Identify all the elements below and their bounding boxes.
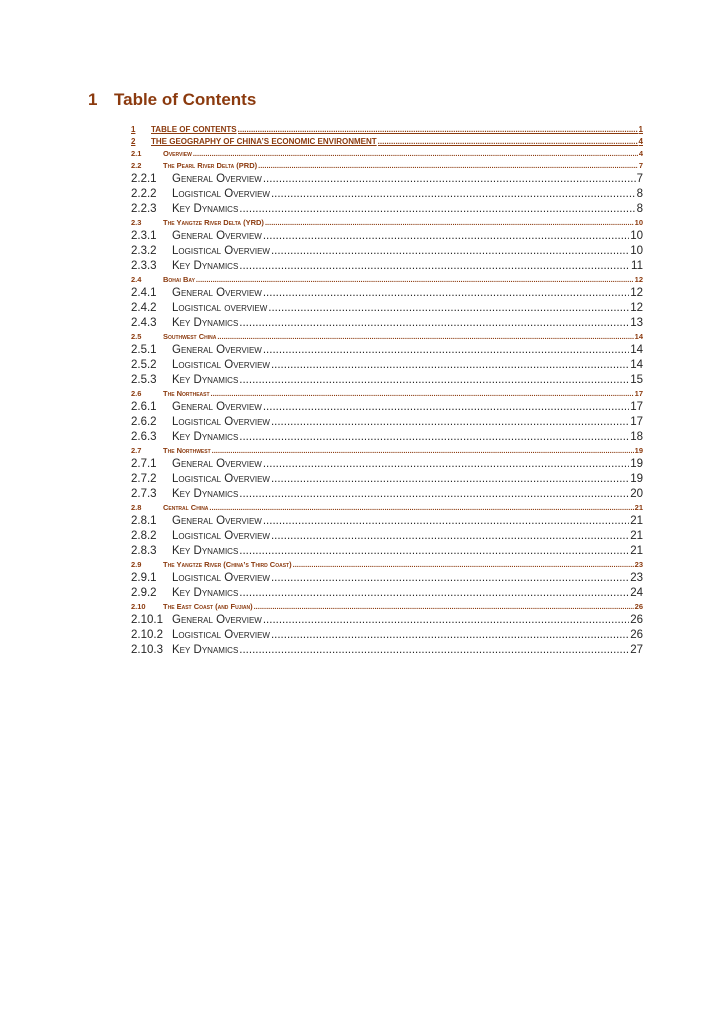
toc-entry-number: 2.5	[131, 332, 142, 341]
toc-entry-page: 13	[630, 317, 643, 329]
toc-entry-number: 2.8.1	[131, 515, 157, 527]
toc-entry[interactable]	[131, 602, 643, 614]
toc-dot-leader	[263, 614, 629, 626]
toc-entry-number: 2.5.2	[131, 359, 157, 371]
toc-entry-page: 26	[630, 614, 643, 626]
toc-entry-number: 1	[131, 125, 136, 134]
toc-entry[interactable]	[131, 515, 643, 530]
toc-entry-number: 2.2	[131, 161, 142, 170]
toc-entry-page: 8	[636, 188, 643, 200]
toc-entry-number: 2.10	[131, 602, 146, 611]
toc-entry-title: General Overview	[172, 230, 262, 242]
toc-entry[interactable]	[131, 503, 643, 515]
toc-entry-page: 10	[634, 218, 643, 227]
toc-list	[131, 125, 643, 659]
toc-entry-number: 2.9	[131, 560, 142, 569]
toc-entry-page: 20	[630, 488, 643, 500]
toc-entry-number: 2.6	[131, 389, 142, 398]
toc-dot-leader	[258, 161, 638, 170]
toc-entry-page: 8	[636, 203, 643, 215]
toc-dot-leader	[239, 374, 629, 386]
toc-dot-leader	[263, 515, 629, 527]
toc-entry-page: 23	[634, 560, 643, 569]
toc-entry-number: 2.10.2	[131, 629, 163, 641]
toc-entry-number: 2.4	[131, 275, 142, 284]
toc-entry[interactable]	[131, 614, 643, 629]
toc-dot-leader	[239, 644, 629, 656]
toc-entry-title: THE GEOGRAPHY OF CHINA’S ECONOMIC ENVIRONMENT	[151, 137, 377, 146]
toc-entry[interactable]	[131, 458, 643, 473]
toc-entry-number: 2.4.1	[131, 287, 157, 299]
toc-entry-number: 2.9.1	[131, 572, 157, 584]
toc-entry[interactable]	[131, 416, 643, 431]
toc-entry[interactable]	[131, 230, 643, 245]
toc-dot-leader	[239, 260, 630, 272]
toc-entry-title: Logistical Overview	[172, 359, 270, 371]
toc-entry-title: Logistical Overview	[172, 530, 270, 542]
toc-dot-leader	[239, 317, 629, 329]
toc-entry[interactable]	[131, 173, 643, 188]
toc-entry-number: 2	[131, 137, 136, 146]
toc-entry-title: The East Coast (and Fujian)	[163, 602, 253, 611]
toc-dot-leader	[239, 431, 629, 443]
toc-dot-leader	[263, 287, 629, 299]
toc-entry-number: 2.8.3	[131, 545, 157, 557]
toc-heading	[88, 90, 256, 110]
toc-entry-number: 2.2.3	[131, 203, 157, 215]
toc-entry-page: 14	[630, 344, 643, 356]
toc-dot-leader	[196, 275, 634, 284]
toc-entry-number: 2.7.3	[131, 488, 157, 500]
toc-dot-leader	[193, 149, 638, 158]
toc-entry-page: 15	[630, 374, 643, 386]
toc-entry-page: 26	[634, 602, 643, 611]
toc-entry-number: 2.6.2	[131, 416, 157, 428]
toc-dot-leader	[268, 302, 629, 314]
toc-entry-title: General Overview	[172, 401, 262, 413]
toc-entry-number: 2.7.2	[131, 473, 157, 485]
toc-entry-page: 10	[630, 245, 643, 257]
toc-entry-page: 7	[638, 161, 643, 170]
toc-entry-number: 2.3.3	[131, 260, 157, 272]
toc-entry-page: 4	[638, 149, 643, 158]
toc-entry-title: General Overview	[172, 287, 262, 299]
toc-entry[interactable]	[131, 218, 643, 230]
toc-entry-title: Logistical Overview	[172, 245, 270, 257]
toc-entry-title: Southwest China	[163, 332, 217, 341]
toc-dot-leader	[254, 602, 634, 611]
toc-dot-leader	[271, 629, 629, 641]
toc-entry-page: 17	[634, 389, 643, 398]
toc-entry[interactable]	[131, 260, 643, 275]
toc-entry-title: Logistical Overview	[172, 188, 270, 200]
toc-entry[interactable]	[131, 203, 643, 218]
toc-entry-title: The Northwest	[163, 446, 211, 455]
toc-entry-number: 2.3.1	[131, 230, 157, 242]
toc-entry[interactable]	[131, 125, 643, 137]
toc-dot-leader	[293, 560, 634, 569]
toc-entry-title: Key Dynamics	[172, 260, 239, 272]
toc-entry[interactable]	[131, 530, 643, 545]
toc-dot-leader	[271, 473, 629, 485]
toc-entry-number: 2.7	[131, 446, 142, 455]
toc-entry-title: TABLE OF CONTENTS	[151, 125, 237, 134]
toc-entry[interactable]	[131, 332, 643, 344]
toc-entry-number: 2.4.3	[131, 317, 157, 329]
toc-entry-number: 2.3	[131, 218, 142, 227]
toc-entry-title: General Overview	[172, 344, 262, 356]
toc-entry-title: Key Dynamics	[172, 317, 239, 329]
toc-entry-title: Key Dynamics	[172, 203, 239, 215]
toc-entry-title: Logistical Overview	[172, 572, 270, 584]
toc-dot-leader	[263, 458, 629, 470]
toc-entry[interactable]	[131, 488, 643, 503]
toc-entry-number: 2.3.2	[131, 245, 157, 257]
toc-entry-title: The Northeast	[163, 389, 210, 398]
toc-entry[interactable]	[131, 302, 643, 317]
toc-entry[interactable]	[131, 446, 643, 458]
toc-entry[interactable]	[131, 275, 643, 287]
toc-entry[interactable]	[131, 161, 643, 173]
toc-entry-page: 19	[630, 473, 643, 485]
toc-entry-title: Logistical Overview	[172, 416, 270, 428]
toc-entry-title: Bohai Bay	[163, 275, 195, 284]
toc-entry[interactable]	[131, 587, 643, 602]
toc-entry-title: Key Dynamics	[172, 431, 239, 443]
toc-dot-leader	[238, 125, 638, 134]
toc-entry[interactable]	[131, 644, 643, 659]
toc-entry-number: 2.6.3	[131, 431, 157, 443]
toc-entry-number: 2.8.2	[131, 530, 157, 542]
toc-dot-leader	[263, 401, 629, 413]
toc-dot-leader	[378, 137, 638, 146]
toc-entry-page: 27	[630, 644, 643, 656]
toc-entry-title: Logistical overview	[172, 302, 268, 314]
toc-entry-title: Key Dynamics	[172, 488, 239, 500]
toc-entry-number: 2.10.1	[131, 614, 163, 626]
toc-entry-title: Key Dynamics	[172, 374, 239, 386]
toc-entry[interactable]	[131, 572, 643, 587]
toc-entry[interactable]	[131, 545, 643, 560]
toc-entry[interactable]	[131, 560, 643, 572]
toc-entry-page: 14	[634, 332, 643, 341]
toc-entry[interactable]	[131, 245, 643, 260]
toc-entry-title: General Overview	[172, 515, 262, 527]
toc-entry-number: 2.1	[131, 149, 142, 158]
toc-dot-leader	[271, 416, 629, 428]
toc-entry-page: 21	[630, 515, 643, 527]
toc-dot-leader	[212, 446, 634, 455]
toc-entry-page: 1	[638, 125, 643, 134]
toc-entry-page: 18	[630, 431, 643, 443]
toc-entry-number: 2.5.1	[131, 344, 157, 356]
toc-entry-page: 12	[630, 302, 643, 314]
toc-entry-title: Key Dynamics	[172, 644, 239, 656]
toc-dot-leader	[271, 245, 629, 257]
toc-entry[interactable]	[131, 137, 643, 149]
toc-entry[interactable]	[131, 401, 643, 416]
toc-dot-leader	[263, 344, 629, 356]
toc-dot-leader	[271, 572, 629, 584]
toc-entry-page: 19	[634, 446, 643, 455]
toc-dot-leader	[239, 488, 629, 500]
toc-entry-page: 10	[630, 230, 643, 242]
toc-entry-number: 2.2.1	[131, 173, 157, 185]
toc-entry[interactable]	[131, 287, 643, 302]
toc-entry[interactable]	[131, 359, 643, 374]
toc-entry-title: Logistical Overview	[172, 629, 270, 641]
toc-entry-title: The Pearl River Delta (PRD)	[163, 161, 258, 170]
toc-entry[interactable]	[131, 188, 643, 203]
toc-entry-title: Central China	[163, 503, 209, 512]
toc-dot-leader	[265, 218, 634, 227]
toc-entry-title: Logistical Overview	[172, 473, 270, 485]
toc-entry-title: Key Dynamics	[172, 545, 239, 557]
toc-entry-page: 23	[630, 572, 643, 584]
toc-dot-leader	[271, 530, 629, 542]
toc-entry-title: General Overview	[172, 614, 262, 626]
toc-entry-number: 2.5.3	[131, 374, 157, 386]
toc-entry-title: The Yangtze River (China’s Third Coast)	[163, 560, 292, 569]
toc-entry-number: 2.4.2	[131, 302, 157, 314]
toc-dot-leader	[239, 203, 635, 215]
toc-entry[interactable]	[131, 149, 643, 161]
toc-entry-number: 2.6.1	[131, 401, 157, 413]
toc-dot-leader	[271, 188, 636, 200]
heading-number: 1	[88, 90, 98, 109]
toc-entry-title: General Overview	[172, 458, 262, 470]
toc-entry-title: The Yangtze River Delta (YRD)	[163, 218, 264, 227]
toc-entry[interactable]	[131, 374, 643, 389]
toc-entry-page: 12	[630, 287, 643, 299]
toc-dot-leader	[239, 545, 629, 557]
toc-entry[interactable]	[131, 629, 643, 644]
toc-dot-leader	[211, 389, 634, 398]
toc-entry[interactable]	[131, 344, 643, 359]
toc-dot-leader	[263, 173, 636, 185]
toc-entry-title: Key Dynamics	[172, 587, 239, 599]
toc-entry-page: 21	[634, 503, 643, 512]
toc-entry-number: 2.7.1	[131, 458, 157, 470]
toc-entry-page: 24	[630, 587, 643, 599]
toc-entry-title: Overview	[163, 149, 192, 158]
toc-entry-page: 21	[630, 530, 643, 542]
toc-dot-leader	[209, 503, 633, 512]
toc-entry-page: 19	[630, 458, 643, 470]
toc-entry-title: General Overview	[172, 173, 262, 185]
toc-entry[interactable]	[131, 317, 643, 332]
toc-dot-leader	[217, 332, 633, 341]
toc-dot-leader	[271, 359, 629, 371]
toc-entry[interactable]	[131, 389, 643, 401]
toc-entry-page: 11	[631, 260, 643, 272]
toc-entry-page: 17	[630, 416, 643, 428]
toc-dot-leader	[239, 587, 629, 599]
toc-entry-number: 2.8	[131, 503, 142, 512]
toc-entry-page: 4	[638, 137, 643, 146]
heading-title: Table of Contents	[114, 90, 257, 109]
toc-entry-page: 7	[636, 173, 643, 185]
toc-entry-page: 12	[634, 275, 643, 284]
toc-entry-page: 26	[630, 629, 643, 641]
toc-entry[interactable]	[131, 473, 643, 488]
toc-entry-page: 17	[630, 401, 643, 413]
toc-entry-number: 2.2.2	[131, 188, 157, 200]
toc-entry-page: 14	[630, 359, 643, 371]
toc-entry-number: 2.9.2	[131, 587, 157, 599]
toc-dot-leader	[263, 230, 629, 242]
toc-entry[interactable]	[131, 431, 643, 446]
toc-entry-number: 2.10.3	[131, 644, 163, 656]
toc-entry-page: 21	[630, 545, 643, 557]
